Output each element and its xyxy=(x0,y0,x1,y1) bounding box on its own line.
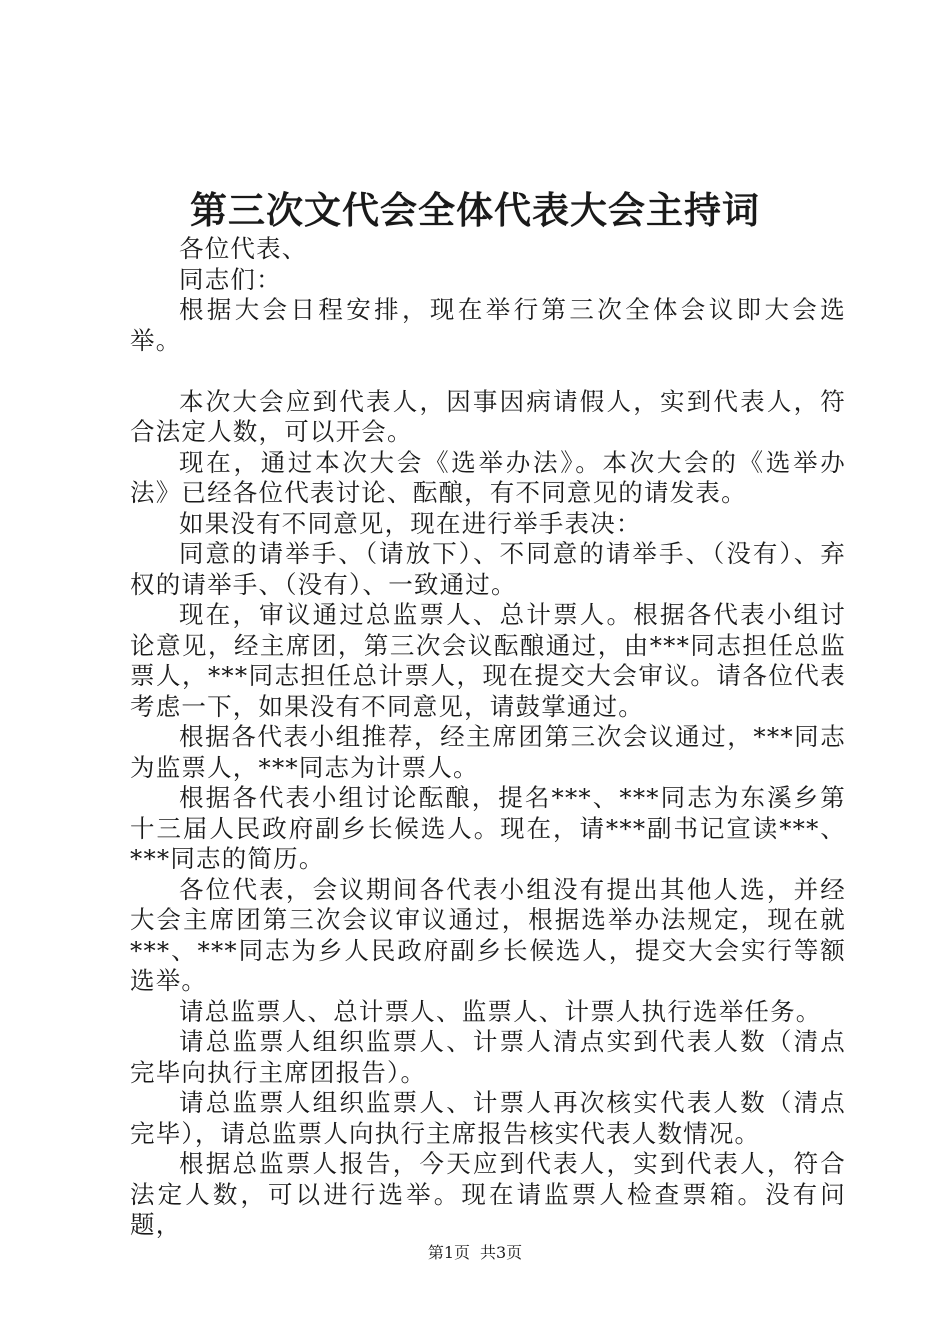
paragraph: 根据各代表小组推荐，经主席团第三次会议通过，***同志为监票人，***同志为计票人。 xyxy=(130,722,846,782)
paragraph: 本次大会应到代表人，因事因病请假人，实到代表人，符合法定人数，可以开会。 xyxy=(130,386,846,446)
paragraph: 请总监票人组织监票人、计票人再次核实代表人数（清点完毕），请总监票人向执行主席报告核实代表人数情况。 xyxy=(130,1088,846,1148)
paragraph: 同意的请举手、（请放下）、不同意的请举手、（没有）、弃权的请举手、（没有）、一致通过。 xyxy=(130,539,846,599)
paragraph: 现在，通过本次大会《选举办法》。本次大会的《选举办法》已经各位代表讨论、酝酿，有不同意见的请发表。 xyxy=(130,447,846,507)
paragraph: 根据总监票人报告，今天应到代表人，实到代表人，符合法定人数，可以进行选举。现在请监票人检查票箱。没有问题， xyxy=(130,1149,846,1239)
document-title: 第三次文代会全体代表大会主持词 xyxy=(190,188,760,232)
page-footer xyxy=(0,1243,950,1263)
paragraph: 各位代表、 xyxy=(179,234,308,263)
paragraph: 请总监票人组织监票人、计票人清点实到代表人数（清点完毕向执行主席团报告）。 xyxy=(130,1027,846,1087)
paragraph: 同志们： xyxy=(179,264,282,294)
paragraph: 如果没有不同意见，现在进行举手表决： xyxy=(179,508,642,538)
document-body xyxy=(130,234,846,1241)
paragraph: 现在，审议通过总监票人、总计票人。根据各代表小组讨论意见，经主席团，第三次会议酝酿通过，由***同志担任总监票人，***同志担任总计票人，现在提交大会审议。请各位代表考虑一下，如果没有不同意见，请鼓掌通过。 xyxy=(130,600,846,721)
paragraph: 各位代表，会议期间各代表小组没有提出其他人选，并经大会主席团第三次会议审议通过，根据选举办法规定，现在就***、***同志为乡人民政府副乡长候选人，提交大会实行等额选举。 xyxy=(130,874,846,995)
paragraph: 根据大会日程安排，现在举行第三次全体会议即大会选举。 xyxy=(130,295,846,355)
paragraph: 根据各代表小组讨论酝酿，提名***、***同志为东溪乡第十三届人民政府副乡长候选人。现在，请***副书记宣读***、***同志的简历。 xyxy=(130,783,846,873)
page-total: 共3页 xyxy=(480,1243,523,1262)
paragraph: 请总监票人、总计票人、监票人、计票人执行选举任务。 xyxy=(179,996,822,1026)
blank-paragraph xyxy=(130,356,846,387)
page-number: 第1页 xyxy=(427,1243,470,1262)
